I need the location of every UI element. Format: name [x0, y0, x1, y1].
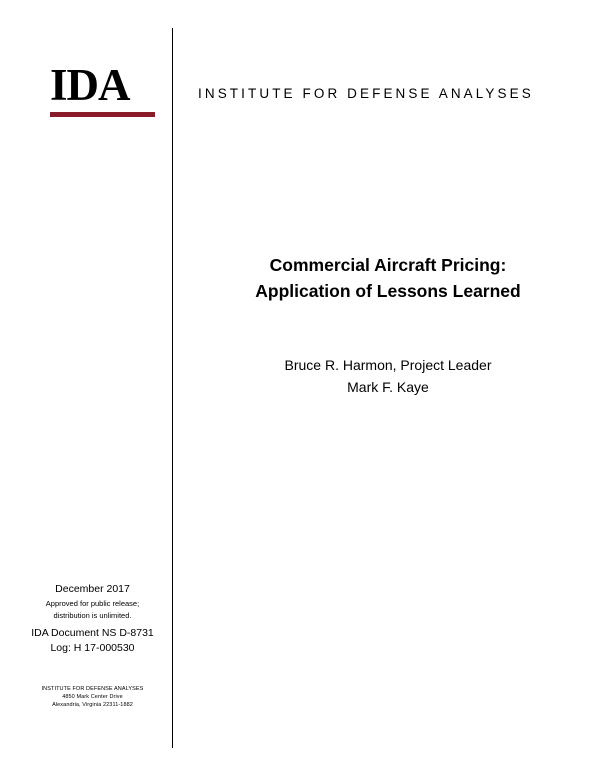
publication-date: December 2017 — [55, 583, 130, 595]
author-line-2: Mark F. Kaye — [347, 379, 429, 395]
log-number: Log: H 17-000530 — [50, 642, 135, 654]
address-line-1: INSTITUTE FOR DEFENSE ANALYSES — [41, 686, 144, 692]
page-title-line-2: Application of Lessons Learned — [255, 281, 521, 301]
publication-info — [20, 582, 165, 656]
document-number: IDA Document NS D-8731 — [31, 627, 154, 639]
release-statement-line-1: Approved for public release; — [45, 599, 140, 608]
page-title — [190, 252, 586, 304]
institute-name-header: INSTITUTE FOR DEFENSE ANALYSES — [198, 86, 534, 101]
release-statement-line-2: distribution is unlimited. — [53, 611, 132, 620]
author-line-1: Bruce R. Harmon, Project Leader — [284, 357, 492, 373]
address-line-2: 4850 Mark Center Drive — [62, 694, 123, 700]
ida-logo-accent-bar — [50, 112, 155, 117]
ida-logo — [50, 62, 155, 117]
institute-address — [20, 685, 165, 709]
ida-logo-wordmark: IDA — [50, 60, 130, 110]
vertical-divider-rule — [172, 28, 173, 748]
page-title-line-1: Commercial Aircraft Pricing: — [269, 255, 507, 275]
address-line-3: Alexandria, Virginia 22311-1882 — [52, 702, 133, 708]
author-list — [190, 354, 586, 398]
